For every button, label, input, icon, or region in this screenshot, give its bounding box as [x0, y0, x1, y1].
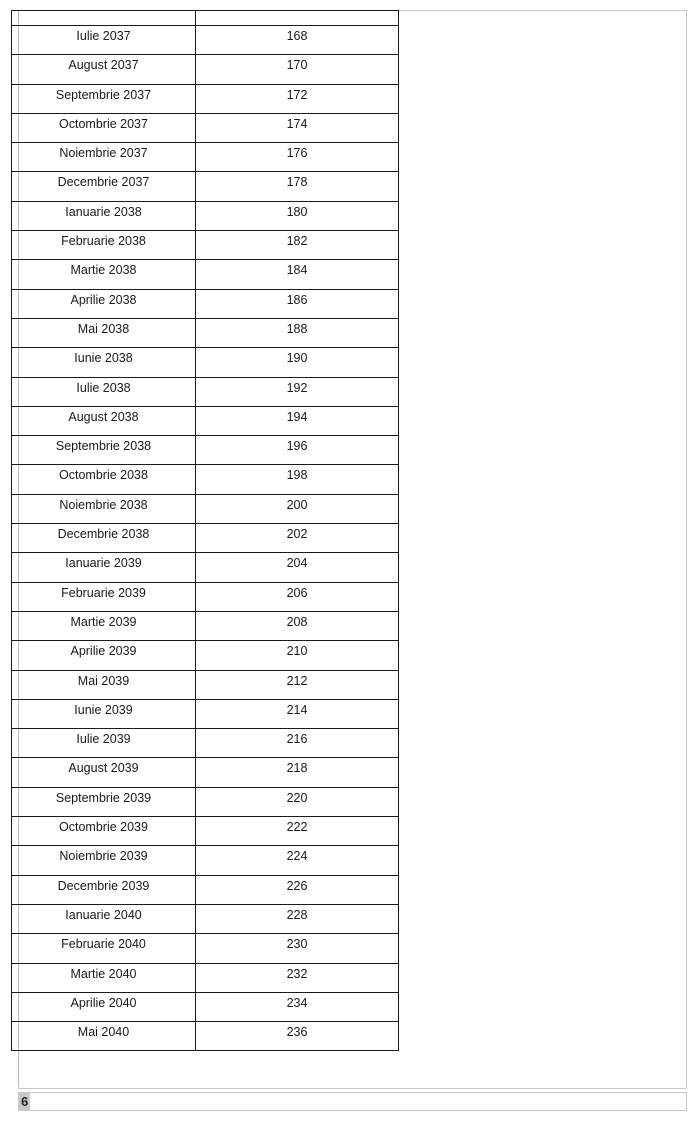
month-cell: Martie 2039 [12, 611, 196, 640]
month-cell: Mai 2039 [12, 670, 196, 699]
header-cell-value [196, 11, 399, 26]
table-row [12, 582, 399, 611]
page-number[interactable]: 6 [21, 1094, 29, 1109]
value-cell: 202 [196, 524, 399, 553]
month-cell: Septembrie 2038 [12, 436, 196, 465]
month-cell: Iunie 2038 [12, 348, 196, 377]
table-row [12, 377, 399, 406]
month-cell: Iulie 2039 [12, 729, 196, 758]
value-cell: 226 [196, 875, 399, 904]
month-cell: Februarie 2040 [12, 934, 196, 963]
table-row [12, 348, 399, 377]
table-row [12, 406, 399, 435]
value-cell: 180 [196, 201, 399, 230]
table-row [12, 641, 399, 670]
month-cell: Iunie 2039 [12, 699, 196, 728]
table-row [12, 524, 399, 553]
value-cell: 230 [196, 934, 399, 963]
table-row [12, 875, 399, 904]
table-row [12, 817, 399, 846]
table-row [12, 787, 399, 816]
value-cell: 176 [196, 143, 399, 172]
value-cell: 208 [196, 611, 399, 640]
month-cell: Noiembrie 2037 [12, 143, 196, 172]
value-cell: 200 [196, 494, 399, 523]
value-cell: 216 [196, 729, 399, 758]
table-row [12, 1022, 399, 1051]
value-cell: 206 [196, 582, 399, 611]
table-row [12, 904, 399, 933]
month-cell: Noiembrie 2039 [12, 846, 196, 875]
month-cell: Martie 2038 [12, 260, 196, 289]
value-cell: 232 [196, 963, 399, 992]
value-cell: 172 [196, 84, 399, 113]
table-row [12, 55, 399, 84]
value-cell: 192 [196, 377, 399, 406]
month-cell: Decembrie 2039 [12, 875, 196, 904]
value-cell: 224 [196, 846, 399, 875]
table-row [12, 289, 399, 318]
value-cell: 174 [196, 113, 399, 142]
month-cell: Mai 2038 [12, 318, 196, 347]
month-cell: Decembrie 2037 [12, 172, 196, 201]
month-cell: Februarie 2038 [12, 231, 196, 260]
table-header-row [12, 11, 399, 26]
month-cell: Februarie 2039 [12, 582, 196, 611]
value-cell: 228 [196, 904, 399, 933]
month-cell: Aprilie 2039 [12, 641, 196, 670]
value-cell: 234 [196, 992, 399, 1021]
table-row [12, 611, 399, 640]
month-cell: Aprilie 2040 [12, 992, 196, 1021]
month-cell: Iulie 2037 [12, 26, 196, 55]
month-cell: Ianuarie 2040 [12, 904, 196, 933]
header-cell-month [12, 11, 196, 26]
table-row [12, 846, 399, 875]
month-cell: Septembrie 2037 [12, 84, 196, 113]
month-cell: Octombrie 2037 [12, 113, 196, 142]
table-row [12, 729, 399, 758]
value-cell: 196 [196, 436, 399, 465]
value-cell: 222 [196, 817, 399, 846]
month-cell: Octombrie 2039 [12, 817, 196, 846]
month-cell: Aprilie 2038 [12, 289, 196, 318]
value-cell: 204 [196, 553, 399, 582]
month-cell: Ianuarie 2038 [12, 201, 196, 230]
value-cell: 170 [196, 55, 399, 84]
value-cell: 168 [196, 26, 399, 55]
value-cell: 220 [196, 787, 399, 816]
table-row [12, 494, 399, 523]
value-cell: 186 [196, 289, 399, 318]
value-cell: 194 [196, 406, 399, 435]
value-cell: 212 [196, 670, 399, 699]
table-row [12, 963, 399, 992]
table-row [12, 670, 399, 699]
value-cell: 182 [196, 231, 399, 260]
month-cell: August 2038 [12, 406, 196, 435]
value-cell: 178 [196, 172, 399, 201]
month-cell: Iulie 2038 [12, 377, 196, 406]
table-row [12, 143, 399, 172]
table-row [12, 26, 399, 55]
month-cell: Ianuarie 2039 [12, 553, 196, 582]
table-row [12, 113, 399, 142]
table-row [12, 436, 399, 465]
table-row [12, 465, 399, 494]
value-cell: 218 [196, 758, 399, 787]
month-cell: Decembrie 2038 [12, 524, 196, 553]
month-cell: August 2037 [12, 55, 196, 84]
value-cell: 210 [196, 641, 399, 670]
schedule-table-body [12, 11, 399, 1051]
month-cell: Mai 2040 [12, 1022, 196, 1051]
table-row [12, 934, 399, 963]
table-row [12, 699, 399, 728]
schedule-table [11, 10, 399, 1051]
footer-frame [18, 1092, 687, 1111]
table-row [12, 318, 399, 347]
table-row [12, 231, 399, 260]
value-cell: 236 [196, 1022, 399, 1051]
table-row [12, 172, 399, 201]
month-cell: Noiembrie 2038 [12, 494, 196, 523]
month-cell: Martie 2040 [12, 963, 196, 992]
table-row [12, 758, 399, 787]
value-cell: 214 [196, 699, 399, 728]
table-row [12, 553, 399, 582]
month-cell: August 2039 [12, 758, 196, 787]
value-cell: 184 [196, 260, 399, 289]
value-cell: 190 [196, 348, 399, 377]
month-cell: Septembrie 2039 [12, 787, 196, 816]
table-row [12, 992, 399, 1021]
month-cell: Octombrie 2038 [12, 465, 196, 494]
value-cell: 188 [196, 318, 399, 347]
table-row [12, 84, 399, 113]
table-row [12, 201, 399, 230]
value-cell: 198 [196, 465, 399, 494]
table-row [12, 260, 399, 289]
